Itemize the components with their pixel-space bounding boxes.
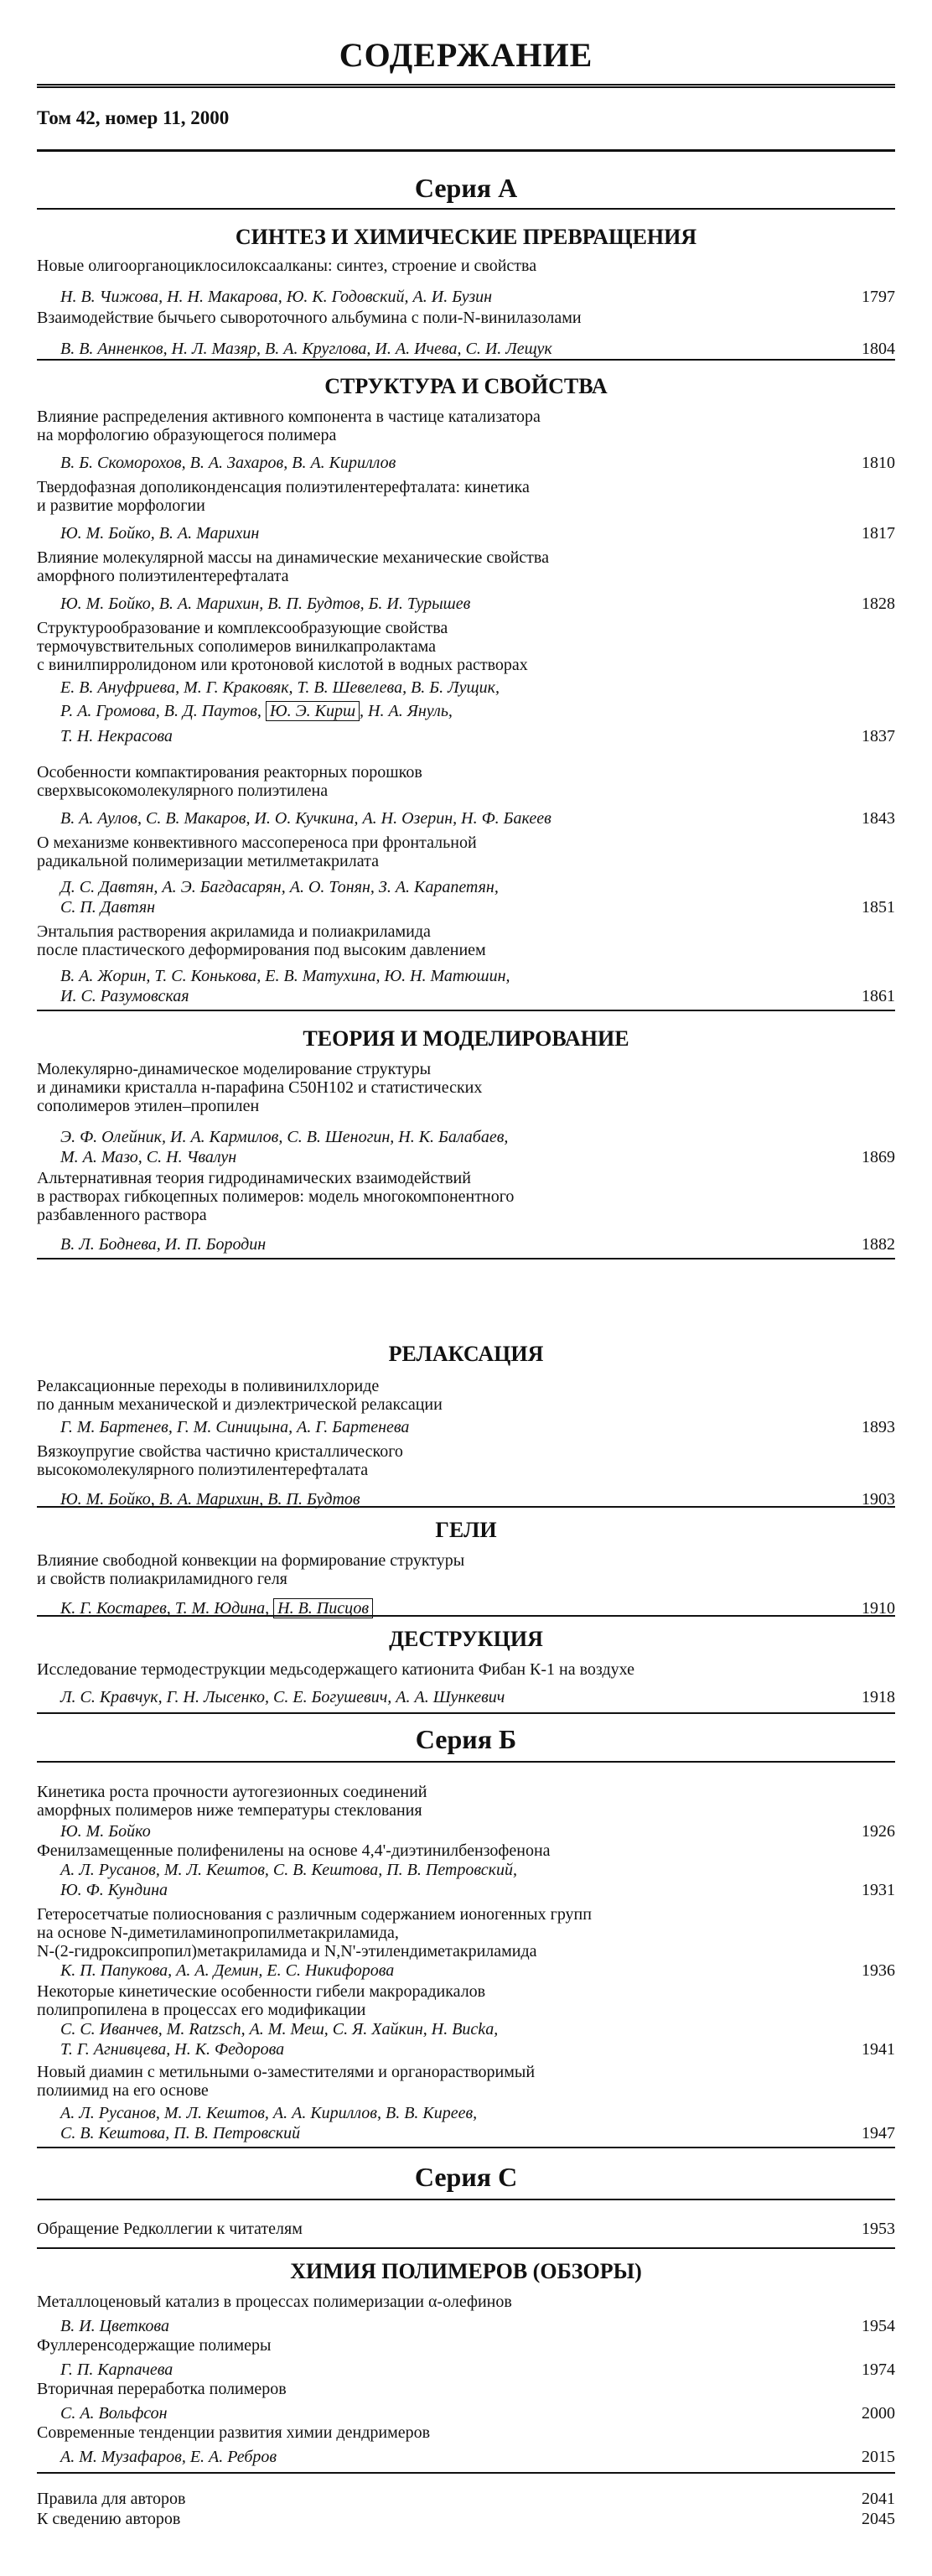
- entry-authors: [37, 678, 895, 698]
- entry-title-line: Влияние свободной конвекции на формирование структуры: [37, 1551, 465, 1570]
- section-rule: [37, 1506, 895, 1508]
- page-number: 2015: [862, 2448, 895, 2466]
- series-c-rule: [37, 2199, 895, 2200]
- entry-authors: [37, 2123, 895, 2143]
- entry-authors: [37, 339, 895, 359]
- entry-title-line: Структурообразование и комплексообразующие свойства: [37, 619, 448, 637]
- entry-title-line: сополимеров этилен–пропилен: [37, 1097, 260, 1115]
- section-structure: СТРУКТУРА И СВОЙСТВА: [324, 374, 608, 398]
- page-number: 1974: [862, 2360, 895, 2379]
- toc-entry[interactable]: [37, 2423, 895, 2467]
- entry-authors: [37, 966, 895, 986]
- section-rule: [37, 359, 895, 361]
- entry-authors: [37, 897, 895, 917]
- entry-title-line: аморфных полимеров ниже температуры стеклования: [37, 1801, 422, 1820]
- entry-title: Современные тенденции развития химии дендримеров: [37, 2423, 431, 2442]
- entry-title-line: в растворах гибкоцепных полимеров: модель многокомпонентного: [37, 1187, 515, 1206]
- entry-title: Вторичная переработка полимеров: [37, 2380, 287, 2398]
- authors-text: К. Г. Костарев, Т. М. Юдина,: [60, 1599, 270, 1618]
- authors-text: А. Л. Русанов, М. Л. Кештов, А. А. Кириллов, В. В. Киреев,: [60, 2104, 478, 2122]
- page-number: 1893: [862, 1418, 895, 1436]
- entry-title-line: Молекулярно-динамическое моделирование структуры: [37, 1060, 432, 1078]
- authors-text: Г. М. Бартенев, Г. М. Синицына, А. Г. Бартенева: [60, 1418, 410, 1436]
- series-b-heading: Серия Б: [415, 1724, 517, 1754]
- entry-authors: [37, 2039, 895, 2059]
- toc-entry[interactable]: [37, 2219, 895, 2239]
- page-number: 1817: [862, 524, 895, 543]
- entry-title-line: и свойств полиакриламидного геля: [37, 1570, 287, 1588]
- section-gels: ГЕЛИ: [435, 1518, 497, 1542]
- entry-authors: [37, 986, 895, 1006]
- authors-text: А. М. Музафаров, Е. А. Ребров: [60, 2448, 277, 2466]
- series-c-heading: Серия С: [414, 2162, 518, 2192]
- toc-entry[interactable]: [37, 478, 895, 543]
- toc-entry[interactable]: [37, 257, 895, 307]
- entry-title-line: аморфного полиэтилентерефталата: [37, 567, 289, 585]
- entry-title-line: Вязкоупругие свойства частично кристаллического: [37, 1442, 403, 1461]
- authors-text: М. А. Мазо, С. Н. Чвалун: [60, 1148, 237, 1166]
- page-number: 1837: [862, 727, 895, 745]
- page-number: 1882: [862, 1235, 895, 1254]
- entry-authors: [37, 1234, 895, 1254]
- entry-authors: [37, 2316, 895, 2336]
- entry-authors: [37, 1147, 895, 1167]
- authors-text: , Н. А. Януль,: [360, 702, 453, 720]
- page-title: СОДЕРЖАНИЕ: [339, 36, 593, 74]
- deceased-author-box: Н. В. Писцов: [273, 1598, 373, 1618]
- section-destruction: ДЕСТРУКЦИЯ: [389, 1627, 543, 1651]
- entry-title-line: Альтернативная теория гидродинамических взаимодействий: [37, 1169, 471, 1187]
- entry-title: К сведению авторов: [37, 2510, 181, 2528]
- section-relaxation: РЕЛАКСАЦИЯ: [388, 1342, 544, 1366]
- toc-entry[interactable]: [37, 1905, 895, 1981]
- authors-text: С. А. Вольфсон: [60, 2404, 168, 2423]
- authors-text: Э. Ф. Олейник, И. А. Кармилов, С. В. Шеногин, Н. К. Балабаев,: [60, 1128, 509, 1146]
- toc-entry[interactable]: [37, 309, 895, 359]
- page-number: 1903: [862, 1490, 895, 1509]
- toc-entry[interactable]: [37, 1982, 895, 2059]
- page-number: 1926: [862, 1822, 895, 1841]
- entry-authors: [37, 2360, 895, 2380]
- entry-title-line: Влияние молекулярной массы на динамические механические свойства: [37, 548, 549, 567]
- section-rule: [37, 2147, 895, 2148]
- title-rule: [37, 84, 895, 88]
- authors-text: Р. А. Громова, В. Д. Паутов,: [60, 702, 261, 720]
- toc-entry[interactable]: [37, 2509, 895, 2529]
- page-number: 1953: [862, 2220, 895, 2238]
- entry-title-line: термочувствительных сополимеров винилкапролактама: [37, 637, 437, 656]
- entry-title: Взаимодействие бычьего сывороточного альбумина с поли-N-винилазолами: [37, 309, 582, 327]
- entry-authors: [37, 1417, 895, 1437]
- page-number: 1918: [862, 1688, 895, 1706]
- toc-entry[interactable]: [37, 2380, 895, 2423]
- toc-entry[interactable]: [37, 834, 895, 917]
- authors-text: С. В. Кештова, П. В. Петровский: [60, 2124, 301, 2142]
- entry-title-line: и динамики кристалла н-парафина C50H102 и статистических: [37, 1078, 483, 1097]
- entry-authors: [37, 726, 895, 746]
- entry-authors: [37, 287, 895, 307]
- entry-title-line: Фенилзамещенные полифенилены на основе 4,4'-диэтинилбензофенона: [37, 1841, 551, 1860]
- entry-title-line: О механизме конвективного массопереноса при фронтальной: [37, 834, 477, 852]
- toc-entry[interactable]: [37, 1783, 895, 1841]
- entry-authors: [37, 1880, 895, 1900]
- toc-entry[interactable]: [37, 1841, 895, 1900]
- page-number: 2000: [862, 2404, 895, 2423]
- entry-authors: [37, 2103, 895, 2123]
- page-number: 1936: [862, 1961, 895, 1980]
- authors-text: Е. В. Ануфриева, М. Г. Краковяк, Т. В. Шевелева, В. Б. Лущик,: [60, 678, 500, 697]
- authors-text: В. А. Жорин, Т. С. Конькова, Е. В. Матухина, Ю. Н. Матюшин,: [60, 967, 510, 985]
- authors-text: Т. Г. Агнивцева, Н. К. Федорова: [60, 2040, 285, 2059]
- authors-text: Н. В. Чижова, Н. Н. Макарова, Ю. К. Годовский, А. И. Бузин: [60, 288, 493, 306]
- series-b-rule: [37, 1761, 895, 1763]
- page-number: 2045: [862, 2510, 895, 2528]
- authors-text: Ю. М. Бойко: [60, 1822, 151, 1841]
- authors-text: Т. Н. Некрасова: [60, 727, 173, 745]
- entry-title-line: Гетеросетчатые полиосновaния с различным содержанием ионогенных групп: [37, 1905, 592, 1924]
- page-number: 1941: [862, 2040, 895, 2059]
- section-rule: [37, 1615, 895, 1617]
- toc-entry[interactable]: [37, 763, 895, 828]
- toc-entry[interactable]: [37, 1169, 895, 1254]
- entry-authors: [37, 523, 895, 543]
- entry-authors: [37, 1961, 895, 1981]
- page-number: 1843: [862, 809, 895, 828]
- page-number: 1861: [862, 987, 895, 1005]
- entry-title: Обращение Редколлегии к читателям: [37, 2220, 303, 2238]
- authors-text: С. С. Иванчев, М. Ratzsch, А. М. Меш, С. Я. Хайкин, Н. Bucka,: [60, 2020, 499, 2038]
- entry-authors: [37, 453, 895, 473]
- entry-authors: [37, 1127, 895, 1147]
- toc-entry[interactable]: [37, 2336, 895, 2380]
- entry-title-line: Некоторые кинетические особенности гибели макрорадикалов: [37, 1982, 486, 2001]
- entry-title-line: полиимид на его основе: [37, 2081, 209, 2100]
- authors-text: Ю. Ф. Кундина: [60, 1881, 168, 1899]
- entry-title-line: Энтальпия растворения акриламида и полиакриламида: [37, 922, 431, 941]
- entry-title-line: по данным механической и диэлектрической релаксации: [37, 1395, 443, 1414]
- toc-entry[interactable]: [37, 1442, 895, 1509]
- entry-authors: [37, 1687, 895, 1707]
- entry-authors: [37, 808, 895, 828]
- toc-entry[interactable]: [37, 922, 895, 1006]
- page-number: 1931: [862, 1881, 895, 1899]
- entry-title-line: и развитие морфологии: [37, 496, 205, 515]
- authors-text: В. И. Цветкова: [60, 2317, 169, 2335]
- entry-authors: [37, 1860, 895, 1880]
- entry-title-line: Релаксационные переходы в поливинилхлориде: [37, 1377, 380, 1395]
- section-synthesis: СИНТЕЗ И ХИМИЧЕСКИЕ ПРЕВРАЩЕНИЯ: [235, 225, 697, 249]
- section-rule: [37, 1712, 895, 1714]
- entry-title: Правила для авторов: [37, 2490, 186, 2508]
- entry-authors: [37, 594, 895, 614]
- entry-title: Фуллеренсодержащие полимеры: [37, 2336, 272, 2355]
- authors-text: Ю. М. Бойко, В. А. Марихин, В. П. Будтов, Б. И. Турышев: [60, 595, 471, 613]
- series-a-rule: [37, 208, 895, 210]
- authors-text: В. Б. Скоморохов, В. А. Захаров, В. А. Кириллов: [60, 454, 396, 472]
- entry-title-line: Новый диамин с метильными о-заместителями и органорастворимый: [37, 2063, 536, 2081]
- authors-text: А. Л. Русанов, М. Л. Кештов, С. В. Кештова, П. В. Петровский,: [60, 1861, 518, 1879]
- entry-title-line: сверхвысокомолекулярного полиэтилена: [37, 782, 329, 800]
- section-rule: [37, 2247, 895, 2249]
- authors-text: Г. П. Карпачева: [60, 2360, 173, 2379]
- toc-entry[interactable]: [37, 2489, 895, 2509]
- authors-text: Д. С. Давтян, А. Э. Багдасарян, А. О. Тонян, З. А. Карапетян,: [60, 878, 499, 896]
- authors-text: С. П. Давтян: [60, 898, 156, 917]
- entry-title-line: после пластического деформирования под высоким давлением: [37, 941, 486, 959]
- authors-text: В. А. Аулов, С. В. Макаров, И. О. Кучкина, А. Н. Озерин, Н. Ф. Бакеев: [60, 809, 551, 828]
- section-rule: [37, 1258, 895, 1259]
- entry-title-line: Кинетика роста прочности аутогезионных соединений: [37, 1783, 427, 1801]
- entry-authors: [37, 2019, 895, 2039]
- entry-authors: [37, 701, 895, 721]
- page-number: 1828: [862, 595, 895, 613]
- section-rule: [37, 2472, 895, 2474]
- issue-rule: [37, 149, 895, 152]
- toc-entry[interactable]: [37, 408, 895, 473]
- page-number: 1910: [862, 1599, 895, 1618]
- entry-title-line: с винилпирролидоном или кротоновой кислотой в водных растворах: [37, 656, 528, 674]
- entry-authors: [37, 2447, 895, 2467]
- entry-title-line: Твердофазная дополиконденсация полиэтилентерефталата: кинетика: [37, 478, 530, 496]
- entry-title-line: Особенности компактирования реакторных порошков: [37, 763, 422, 782]
- series-a-heading: Серия А: [414, 173, 518, 203]
- entry-title-line: N-(2-гидроксипропил)метакриламида и N,N'-этилендиметакриламида: [37, 1942, 537, 1961]
- section-theory: ТЕОРИЯ И МОДЕЛИРОВАНИЕ: [303, 1026, 629, 1051]
- toc-entry[interactable]: [37, 1551, 895, 1618]
- page-number: 1869: [862, 1148, 895, 1166]
- authors-text: К. П. Папукова, А. А. Демин, Е. С. Никифорова: [60, 1961, 395, 1980]
- entry-title-line: полипропилена в процессах его модификации: [37, 2001, 366, 2019]
- entry-title-line: высокомолекулярного полиэтилентерефталата: [37, 1461, 369, 1479]
- entry-title: Металлоценовый катализ в процессах полимеризации α-олефинов: [37, 2293, 512, 2311]
- section-reviews: ХИМИЯ ПОЛИМЕРОВ (ОБЗОРЫ): [290, 2259, 642, 2283]
- entry-title-line: на основе N-диметиламинопропилметакриламида,: [37, 1924, 399, 1942]
- page-number: 1804: [862, 340, 895, 358]
- toc-entry[interactable]: [37, 1060, 895, 1167]
- deceased-author-box: Ю. Э. Кирш: [266, 701, 360, 721]
- toc-entry[interactable]: [37, 2293, 895, 2336]
- page-number: 1851: [862, 898, 895, 917]
- entry-title-line: разбавленного раствора: [37, 1206, 207, 1224]
- authors-text: Л. С. Кравчук, Г. Н. Лысенко, С. Е. Богушевич, А. А. Шункевич: [60, 1688, 505, 1706]
- toc-entry[interactable]: [37, 548, 895, 614]
- entry-title-line: Влияние распределения активного компонента в частице катализатора: [37, 408, 541, 426]
- page-number: 2041: [862, 2490, 895, 2508]
- section-rule: [37, 1010, 895, 1011]
- entry-authors: [37, 2403, 895, 2423]
- toc-entry[interactable]: [37, 619, 895, 746]
- authors-text: В. Л. Боднева, И. П. Бородин: [60, 1235, 267, 1254]
- authors-text: В. В. Анненков, Н. Л. Мазяр, В. А. Круглова, И. А. Ичева, С. И. Лещук: [60, 340, 552, 358]
- authors-text: Ю. М. Бойко, В. А. Марихин: [60, 524, 260, 543]
- toc-entry[interactable]: [37, 1377, 895, 1437]
- entry-title-line: радикальной полимеризации метилметакрилата: [37, 852, 379, 870]
- toc-entry[interactable]: [37, 1660, 895, 1707]
- entry-authors: [37, 877, 895, 897]
- page-number: 1810: [862, 454, 895, 472]
- entry-title: Новые олигоорганоциклосилоксаалканы: синтез, строение и свойства: [37, 257, 537, 275]
- page-number: 1947: [862, 2124, 895, 2142]
- toc-entry[interactable]: [37, 2063, 895, 2143]
- entry-title: Исследование термодеструкции медьсодержащего катионита Фибан К-1 на воздухе: [37, 1660, 634, 1679]
- entry-authors: [37, 1821, 895, 1841]
- authors-text: Ю. М. Бойко, В. А. Марихин, В. П. Будтов: [60, 1490, 360, 1509]
- page-number: 1797: [862, 288, 895, 306]
- authors-text: И. С. Разумовская: [60, 987, 189, 1005]
- issue-info: Том 42, номер 11, 2000: [37, 107, 230, 128]
- page-number: 1954: [862, 2317, 895, 2335]
- entry-title-line: на морфологию образующегося полимера: [37, 426, 337, 444]
